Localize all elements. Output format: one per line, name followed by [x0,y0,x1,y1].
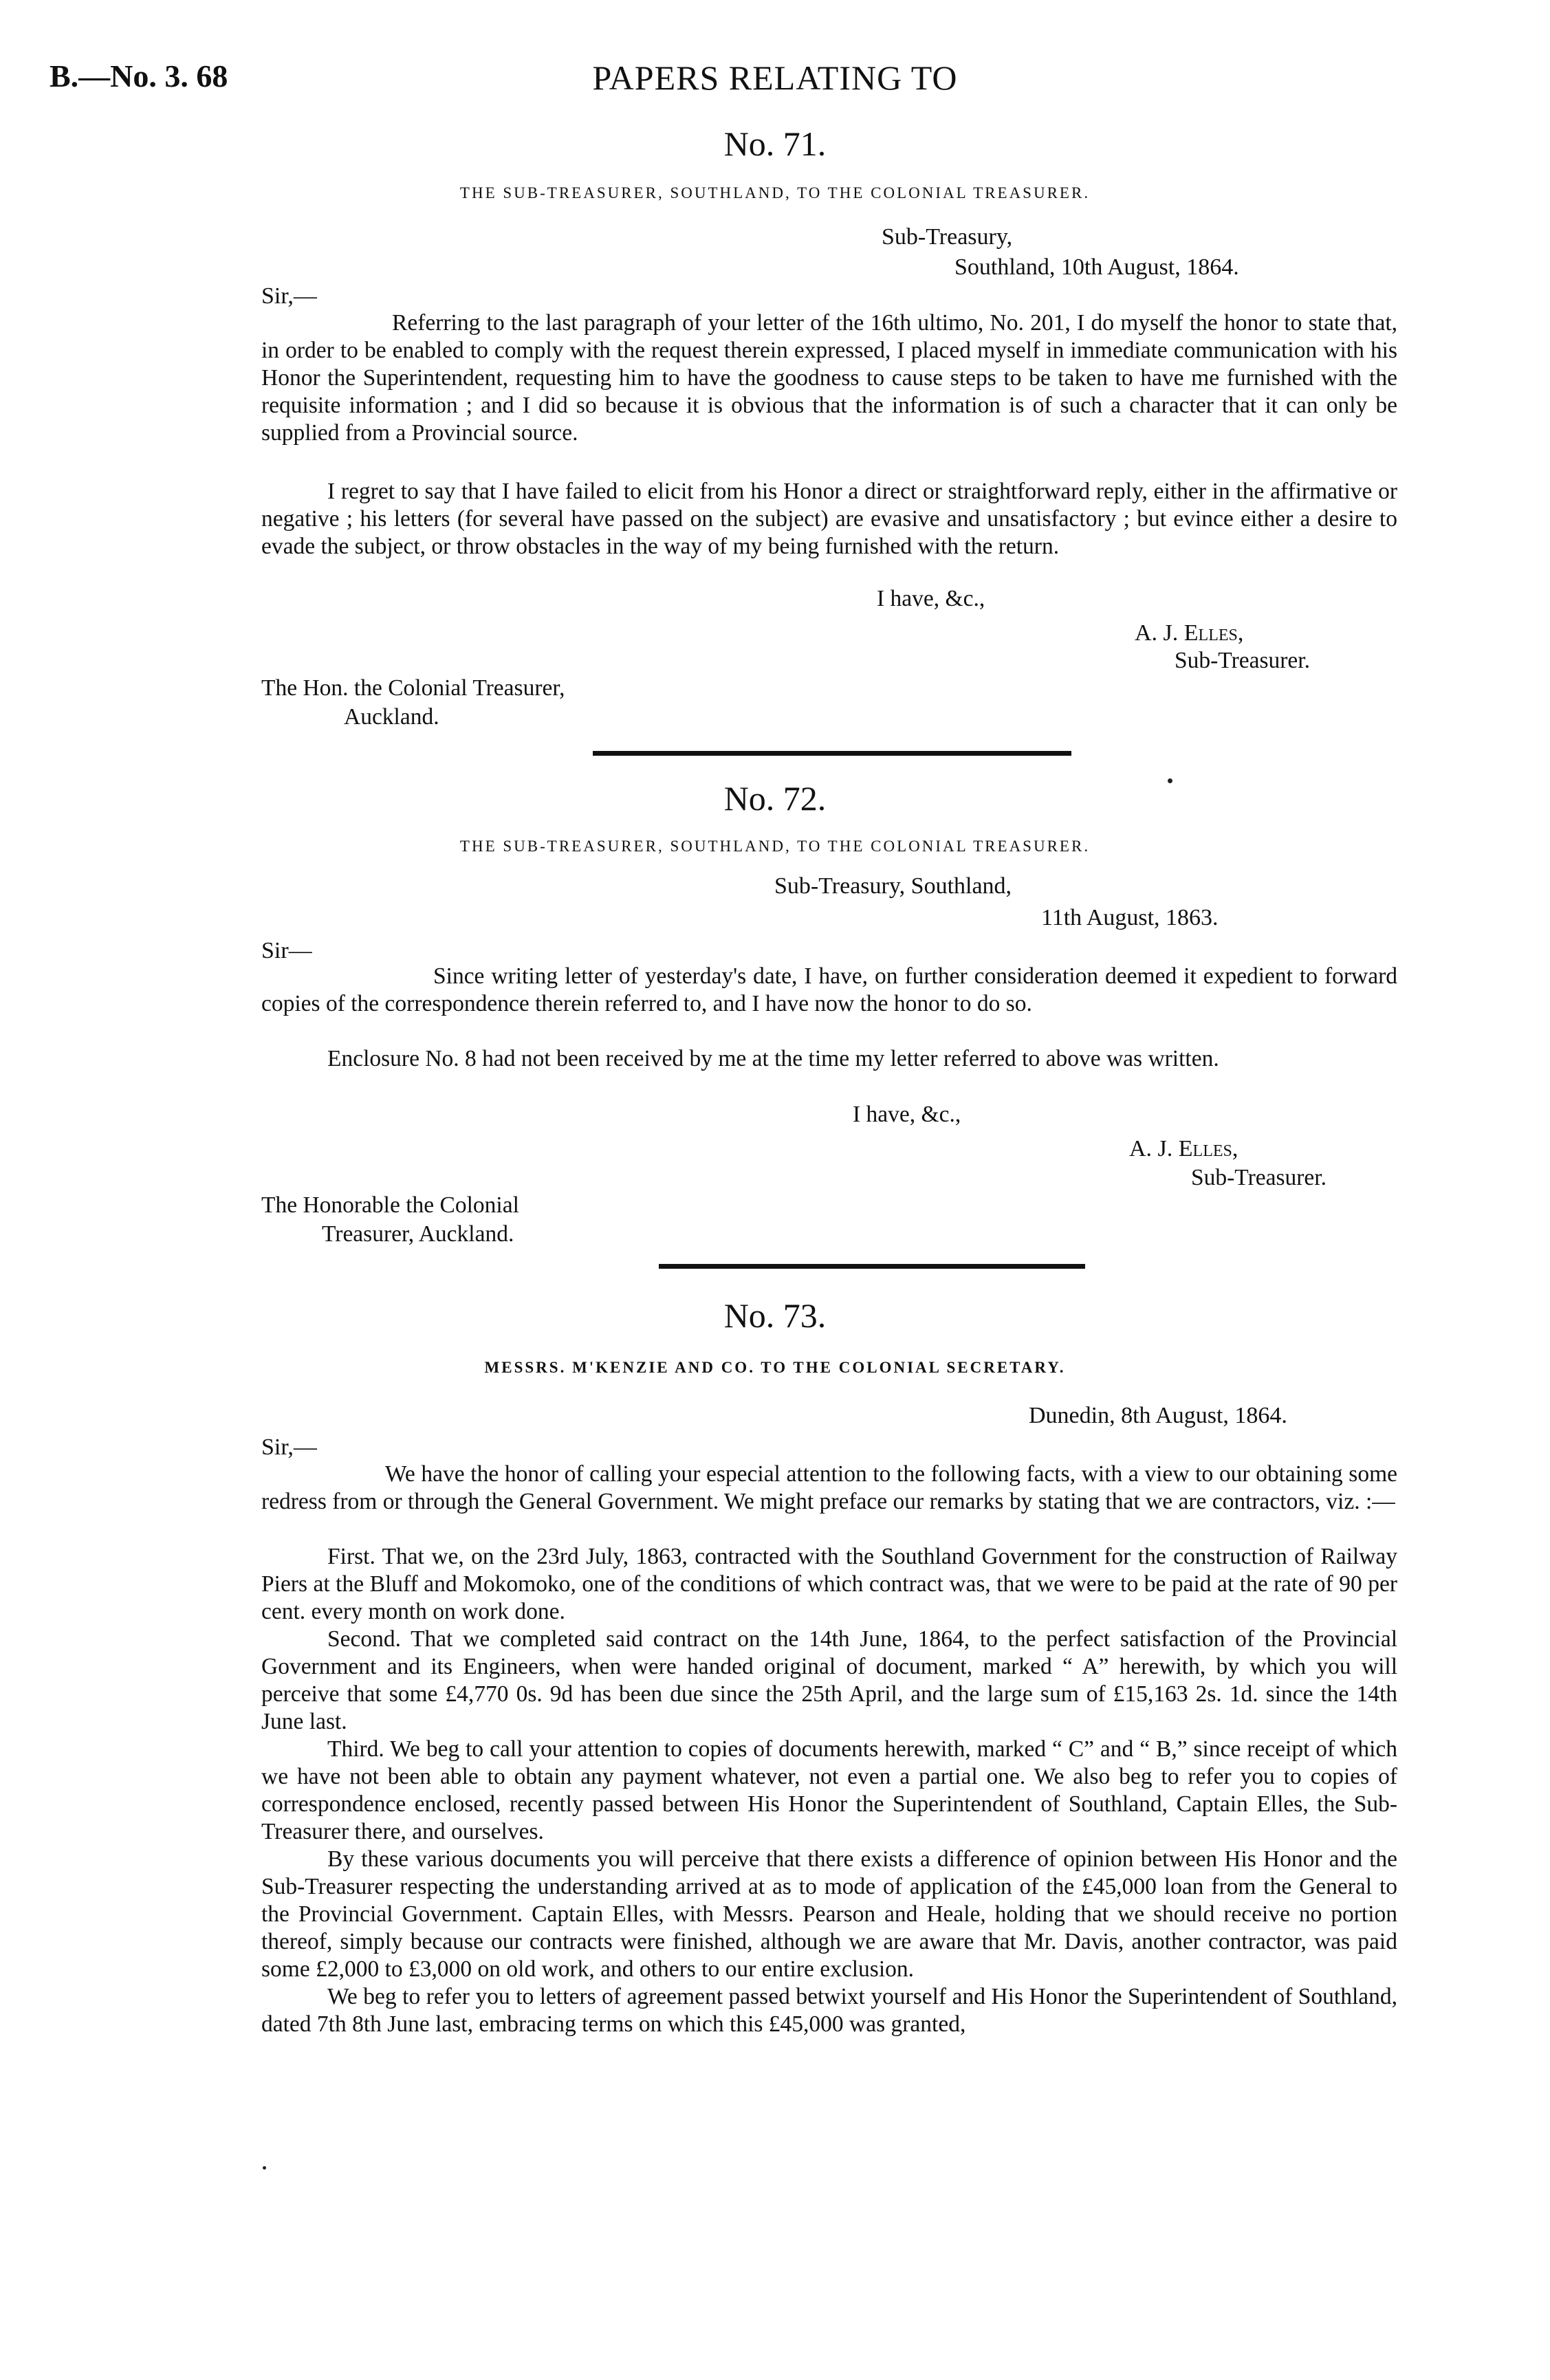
letter-73-salutation: Sir,— [261,1434,317,1460]
margin-mark [263,2166,266,2170]
letter-71-addressee-line2: Auckland. [344,704,439,730]
letter-73-number: No. 73. [723,1296,827,1335]
letter-71-address-line2: Southland, 10th August, 1864. [954,254,1239,280]
letter-72-caption: THE SUB-TREASURER, SOUTHLAND, TO THE COLONIAL TREASURER. [459,838,1091,855]
letter-72-address-line2: 11th August, 1863. [1041,905,1219,930]
letter-72-paragraph-1: Since writing letter of yesterday's date, I have, on further consideration deemed it expedient to forward copies of the correspondence therein referred to, and I have now the honor to do so. [261,963,1397,1016]
letter-72-salutation: Sir— [261,938,312,963]
letter-72-closing: I have, &c., [853,1102,961,1127]
letter-73-paragraph-fifth: We beg to refer you to letters of agreement passed betwixt yourself and His Honor the Superintendent of Southland, dated 7th 8th June last, embracing terms on which this £45,000 was granted, [261,1984,1397,2037]
running-title: PAPERS RELATING TO [592,58,958,97]
letter-72-signature-title: Sub-Treasurer. [1191,1165,1327,1190]
letter-71-signature-title: Sub-Treasurer. [1175,648,1310,673]
page-reference: B.—No. 3. 68 [50,58,228,94]
letter-73-paragraph-fourth: By these various documents you will perceive that there exists a difference of opinion between His Honor and the Sub-Treasurer respecting the understanding arrived at as to mode of application of the £45,000 loan from the General to the Provincial Government. Captain Elles, with Messrs. Pearson and Heale, holding that we should receive no portion thereof, simply because our contracts were finished, although we are aware that Mr. Davis, another contractor, was paid some £2,000 to £3,000 on old work, and others to our entire exclusion. [261,1846,1397,1982]
letter-71-paragraph-1: Referring to the last paragraph of your letter of the 16th ultimo, No. 201, I do myself the honor to state that, in order to be enabled to comply with the request therein expressed, I placed myself in immediate communication with his Honor the Superintendent, requesting him to have the goodness to cause steps to be taken to have me furnished with the requisite information ; and I did so because it is obvious that the information is of such a character that it can only be supplied from a Provincial source. [261,310,1397,446]
letter-71-addressee-line1: The Hon. the Colonial Treasurer, [261,675,565,701]
letter-73-caption: MESSRS. M'KENZIE AND CO. TO THE COLONIAL SECRETARY. [484,1359,1066,1376]
letter-71-address-line1: Sub-Treasury, [882,224,1013,250]
letter-71-caption: THE SUB-TREASURER, SOUTHLAND, TO THE COLONIAL TREASURER. [459,184,1091,201]
letter-73-paragraph-third: Third. We beg to call your attention to copies of documents herewith, marked “ C” and “ B,” since receipt of which we have not been able to obtain any payment whatever, not even a partial one. We also beg to refer you to copies of correspondence enclosed, recently passed between His Honor the Superintendent of Southland, Captain Elles, the Sub-Treasurer there, and ourselves. [261,1736,1397,1844]
letter-73-paragraph-first: First. That we, on the 23rd July, 1863, contracted with the Southland Government for the construction of Railway Piers at the Bluff and Mokomoko, one of the conditions of which contract was, that we were to be paid at the rate of 90 per cent. every month on work done. [261,1544,1397,1624]
section-divider-2 [659,1264,1085,1269]
letter-71-signature-name: A. J. Elles, [1135,620,1244,646]
letter-71-salutation: Sir,— [261,283,317,309]
letter-72-number: No. 72. [723,779,827,818]
letter-73-paragraph-second: Second. That we completed said contract on the 14th June, 1864, to the perfect satisfaction of the Provincial Government and its Engineers, when were handed original of document, marked “ A” herewith, by which you will perceive that some £4,770 0s. 9d has been due since the 25th April, and the large sum of £15,163 2s. 1d. since the 14th June last. [261,1626,1397,1734]
letter-73-paragraph-1: We have the honor of calling your especial attention to the following facts, with a view to our obtaining some redress from or through the General Government. We might preface our remarks by stating that we are contractors, viz. :— [261,1461,1397,1514]
letter-72-signature-name: A. J. Elles, [1129,1136,1238,1161]
letter-71-closing: I have, &c., [877,586,985,611]
letter-73-address-line1: Dunedin, 8th August, 1864. [1029,1403,1287,1428]
letter-72-addressee-line1: The Honorable the Colonial [261,1192,519,1218]
letter-71-paragraph-2: I regret to say that I have failed to elicit from his Honor a direct or straightforward reply, either in the affirmative or negative ; his letters (for several have passed on the subject) are evasive and unsatisfactory ; but evince either a desire to evade the subject, or throw obstacles in the way of my being furnished with the return. [261,479,1397,559]
letter-72-address-line1: Sub-Treasury, Southland, [774,873,1012,899]
section-divider-1 [593,751,1071,756]
letter-71-number: No. 71. [723,124,827,163]
letter-72-addressee-line2: Treasurer, Auckland. [322,1221,514,1247]
letter-72-paragraph-2: Enclosure No. 8 had not been received by me at the time my letter referred to above was written. [327,1046,1219,1071]
